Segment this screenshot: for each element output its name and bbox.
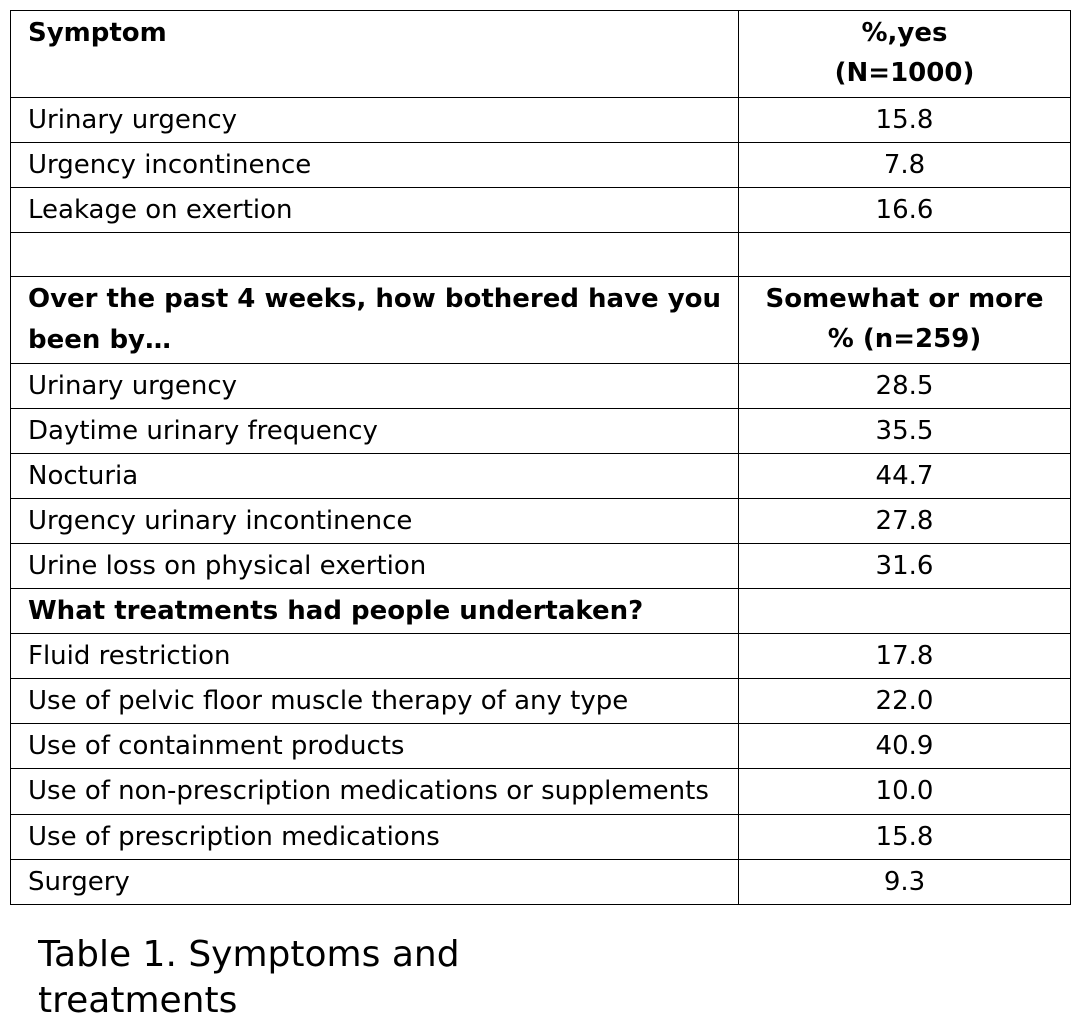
empty-spacer-row	[11, 233, 1071, 277]
bother-header-line1: Somewhat or more	[765, 284, 1044, 314]
empty-cell	[739, 589, 1071, 634]
table-row	[11, 364, 1071, 409]
row-label: Daytime urinary frequency	[11, 409, 739, 454]
symptom-column-header: Symptom	[11, 11, 739, 98]
table-row	[11, 409, 1071, 454]
table-row	[11, 454, 1071, 499]
table-header-row	[11, 11, 1071, 98]
row-label: Urinary urgency	[11, 98, 739, 143]
row-label: Use of containment products	[11, 724, 739, 769]
row-value: 40.9	[739, 724, 1071, 769]
row-label: Nocturia	[11, 454, 739, 499]
row-label: Urgency incontinence	[11, 143, 739, 188]
row-value: 15.8	[739, 98, 1071, 143]
symptoms-treatments-table	[10, 10, 1071, 905]
table-caption: Table 1. Symptoms and treatments	[38, 934, 460, 1021]
treatments-header-row	[11, 589, 1071, 634]
row-label: Use of pelvic floor muscle therapy of any type	[11, 679, 739, 724]
yes-header-line2: (N=1000)	[834, 58, 975, 88]
empty-cell	[11, 233, 739, 277]
yes-header-line1: %,yes	[861, 18, 948, 48]
row-value: 7.8	[739, 143, 1071, 188]
row-value: 10.0	[739, 769, 1071, 815]
row-value: 15.8	[739, 815, 1071, 860]
empty-cell	[739, 233, 1071, 277]
row-label: Urinary urgency	[11, 364, 739, 409]
bother-header-line2: % (n=259)	[827, 324, 982, 354]
table-row	[11, 499, 1071, 544]
row-value: 31.6	[739, 544, 1071, 589]
bother-header-row	[11, 277, 1071, 364]
bother-question-header: Over the past 4 weeks, how bothered have you been by…	[11, 277, 739, 364]
table-row	[11, 634, 1071, 679]
row-value: 44.7	[739, 454, 1071, 499]
row-value: 27.8	[739, 499, 1071, 544]
table-row	[11, 544, 1071, 589]
table-row	[11, 143, 1071, 188]
row-value: 17.8	[739, 634, 1071, 679]
table-row	[11, 769, 1071, 815]
row-label: Use of prescription medications	[11, 815, 739, 860]
row-label: Leakage on exertion	[11, 188, 739, 233]
table-row	[11, 724, 1071, 769]
table-row	[11, 860, 1071, 905]
row-label: Surgery	[11, 860, 739, 905]
yes-column-header	[739, 11, 1071, 98]
table-row	[11, 679, 1071, 724]
row-value: 35.5	[739, 409, 1071, 454]
bother-column-header	[739, 277, 1071, 364]
table-row	[11, 188, 1071, 233]
row-label: Fluid restriction	[11, 634, 739, 679]
table-row	[11, 815, 1071, 860]
treatments-section-header: What treatments had people undertaken?	[11, 589, 739, 634]
row-value: 16.6	[739, 188, 1071, 233]
row-label: Urgency urinary incontinence	[11, 499, 739, 544]
row-label: Urine loss on physical exertion	[11, 544, 739, 589]
table-row	[11, 98, 1071, 143]
row-value: 28.5	[739, 364, 1071, 409]
row-value: 22.0	[739, 679, 1071, 724]
row-label: Use of non-prescription medications or supplements	[11, 769, 739, 815]
row-value: 9.3	[739, 860, 1071, 905]
